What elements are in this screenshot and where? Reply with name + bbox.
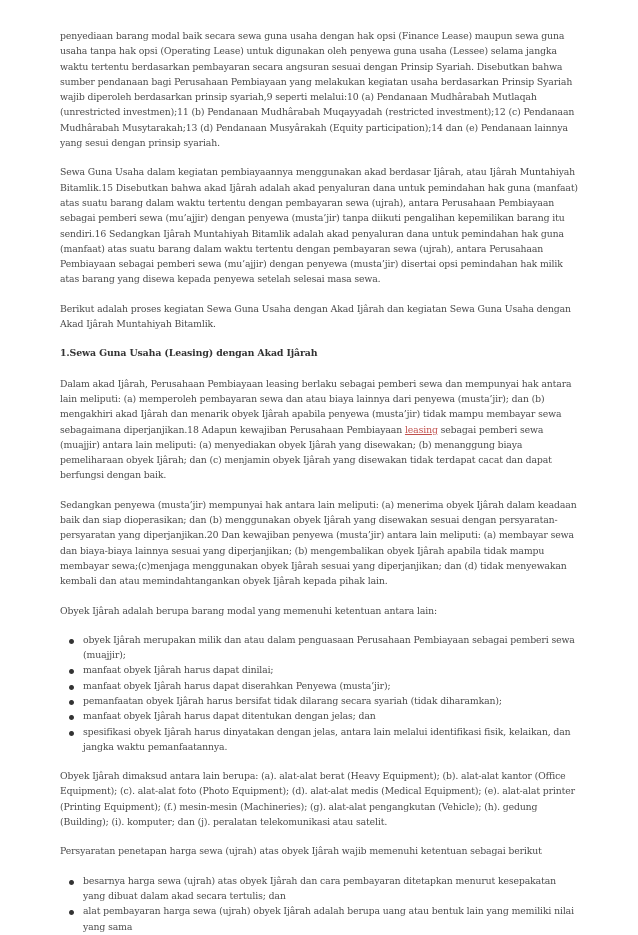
leasing-link[interactable]: leasing	[404, 424, 438, 436]
price-requirements-list	[60, 874, 580, 935]
bullet-icon	[69, 715, 74, 720]
paragraph-object-examples: Obyek Ijârah dimaksud antara lain berupa: (a). alat-alat berat (Heavy Equipment); (b). alat-alat kantor (Office Equipment); (c). alat-alat foto (Photo Equipment); (d). alat-alat medis (Medical Equipment); (e). alat-alat printer (Printing Equipment); (f.) mesin-mesin (Machineries); (g). alat-alat pengangkutan (Vehicle); (h). gedung (Building); (i). komputer; dan (j). peralatan telekomunikasi atau satelit.	[60, 771, 575, 829]
bullet-icon	[69, 669, 74, 674]
list-item: manfaat obyek Ijârah harus dapat ditentukan dengan jelas; dan	[83, 709, 580, 724]
list-item: besarnya harga sewa (ujrah) atas obyek Ijârah dan cara pembayaran ditetapkan menurut kesepakatan yang dibuat dalam akad secara tertulis; dan	[83, 874, 580, 905]
list-item: pemanfaatan obyek Ijârah harus bersifat tidak dilarang secara syariah (tidak diharamkan);	[83, 694, 580, 709]
paragraph-sewa-guna-usaha: Sewa Guna Usaha dalam kegiatan pembiayaannya menggunakan akad berdasar Ijârah, atau Ijârah Muntahiyah Bitamlik.15 Disebutkan bahwa akad Ijârah adalah akad penyaluran dana untuk pemindahan hak guna (manfaat) atas suatu barang dalam waktu tertentu dengan pembayaran sewa (ujrah), antara Perusahaan Pembiayaan sebagai pemberi sewa (mu’ajjir) dengan penyewa (musta’jir) tanpa diikuti pengalihan kepemilikan barang itu sendiri.16 Sedangkan Ijârah Muntahiyah Bitamlik adalah akad penyaluran dana untuk pemindahan hak guna (manfaat) atas suatu barang dalam waktu tertentu dengan pembayaran sewa (ujrah), antara Perusahaan Pembiayaan sebagai pemberi sewa (mu’ajjir) dengan penyewa (musta’jir) disertai opsi pemindahan hak milik atas barang yang disewa kepada penyewa setelah selesai masa sewa.	[60, 167, 578, 286]
bullet-icon	[69, 700, 74, 705]
bullet-icon	[69, 731, 74, 736]
bullet-icon	[69, 910, 74, 915]
list-item: obyek Ijârah merupakan milik dan atau dalam penguasaan Perusahaan Pembiayaan sebagai pemberi sewa (muajjir);	[83, 633, 580, 664]
paragraph-text: sebagai pemberi sewa (muajjir) antara lain meliputi: (a) menyediakan obyek Ijârah yang disewakan; (b) menanggung biaya pemeliharaan obyek Ijârah; dan (c) menjamin obyek Ijârah yang disewakan tidak terdapat cacat dan dapat berfungsi dengan baik.	[60, 424, 552, 482]
list-item: manfaat obyek Ijârah harus dapat diserahkan Penyewa (musta’jir);	[83, 679, 580, 694]
list-item: manfaat obyek Ijârah harus dapat dinilai;	[83, 663, 580, 678]
paragraph-ijarah-rights	[60, 377, 580, 484]
paragraph-lessee-rights: Sedangkan penyewa (musta’jir) mempunyai hak antara lain meliputi: (a) menerima obyek Ijârah dalam keadaan baik dan siap dioperasikan; dan (b) menggunakan obyek Ijârah yang disewakan sesuai dengan persyaratan-persyaratan yang diperjanjikan.20 Dan kewajiban penyewa (musta’jir) antara lain meliputi: (a) membayar sewa dan biaya-biaya lainnya sesuai yang diperjanjikan; (b) mengembalikan obyek Ijârah apabila tidak mampu membayar sewa;(c)menjaga menggunakan obyek Ijârah sesuai yang diperjanjikan; dan (d) tidak menyewakan kembali dan atau memindahtangankan obyek Ijârah kepada pihak lain.	[60, 499, 577, 588]
paragraph-price-requirements: Persyaratan penetapan harga sewa (ujrah) atas obyek Ijârah wajib memenuhi ketentuan sebagai berikut	[60, 846, 542, 858]
object-requirements-list	[60, 633, 580, 755]
list-item: spesifikasi obyek Ijârah harus dinyatakan dengan jelas, antara lain melalui identifikasi fisik, kelaikan, dan jangka waktu pemanfaatannya.	[83, 725, 580, 756]
section-heading: 1.Sewa Guna Usaha (Leasing) dengan Akad Ijârah	[60, 348, 318, 360]
paragraph-object-requirements: Obyek Ijârah adalah berupa barang modal yang memenuhi ketentuan antara lain:	[60, 605, 438, 617]
list-item: alat pembayaran harga sewa (ujrah) obyek Ijârah adalah berupa uang atau bentuk lain yang memiliki nilai yang sama	[83, 904, 580, 935]
bullet-icon	[69, 880, 74, 885]
paragraph-finance-lease: penyediaan barang modal baik secara sewa guna usaha dengan hak opsi (Finance Lease) maupun sewa guna usaha tanpa hak opsi (Operating Lease) untuk digunakan oleh penyewa guna usaha (Lessee) selama jangka waktu tertentu berdasarkan pembayaran secara angsuran sesuai dengan Prinsip Syariah. Disebutkan bahwa sumber pendanaan bagi Perusahaan Pembiayaan yang melakukan kegiatan usaha berdasarkan Prinsip Syariah wajib diperoleh berdasarkan prinsip syariah,9 seperti melalui:10 (a) Pendanaan Mudhârabah Mutlaqah (unrestricted investmen);11 (b) Pendanaan Mudhârabah Muqayyadah (restricted investment);12 (c) Pendanaan Mudhârabah Musytarakah;13 (d) Pendanaan Musyârakah (Equity participation);14 dan (e) Pendanaan lainnya yang sesui dengan prinsip syariah.	[60, 31, 575, 150]
bullet-icon	[69, 685, 74, 690]
paragraph-process-intro: Berikut adalah proses kegiatan Sewa Guna Usaha dengan Akad Ijârah dan kegiatan Sewa Guna Usaha dengan Akad Ijârah Muntahiyah Bitamlik.	[60, 303, 571, 331]
paragraph-text: Dalam akad Ijârah, Perusahaan Pembiayaan leasing berlaku sebagai pemberi sewa dan mempunyai hak antara lain meliputi: (a) memperoleh pembayaran sewa dan atau biaya lainnya dari penyewa (musta’jir); dan (b) mengakhiri akad Ijârah dan menarik obyek Ijârah apabila penyewa (musta’jir) tidak mampu membayar sewa sebagaimana diperjanjikan.18 Adapun kewajiban Perusahaan Pembiayaan	[60, 378, 572, 436]
bullet-icon	[69, 639, 74, 644]
